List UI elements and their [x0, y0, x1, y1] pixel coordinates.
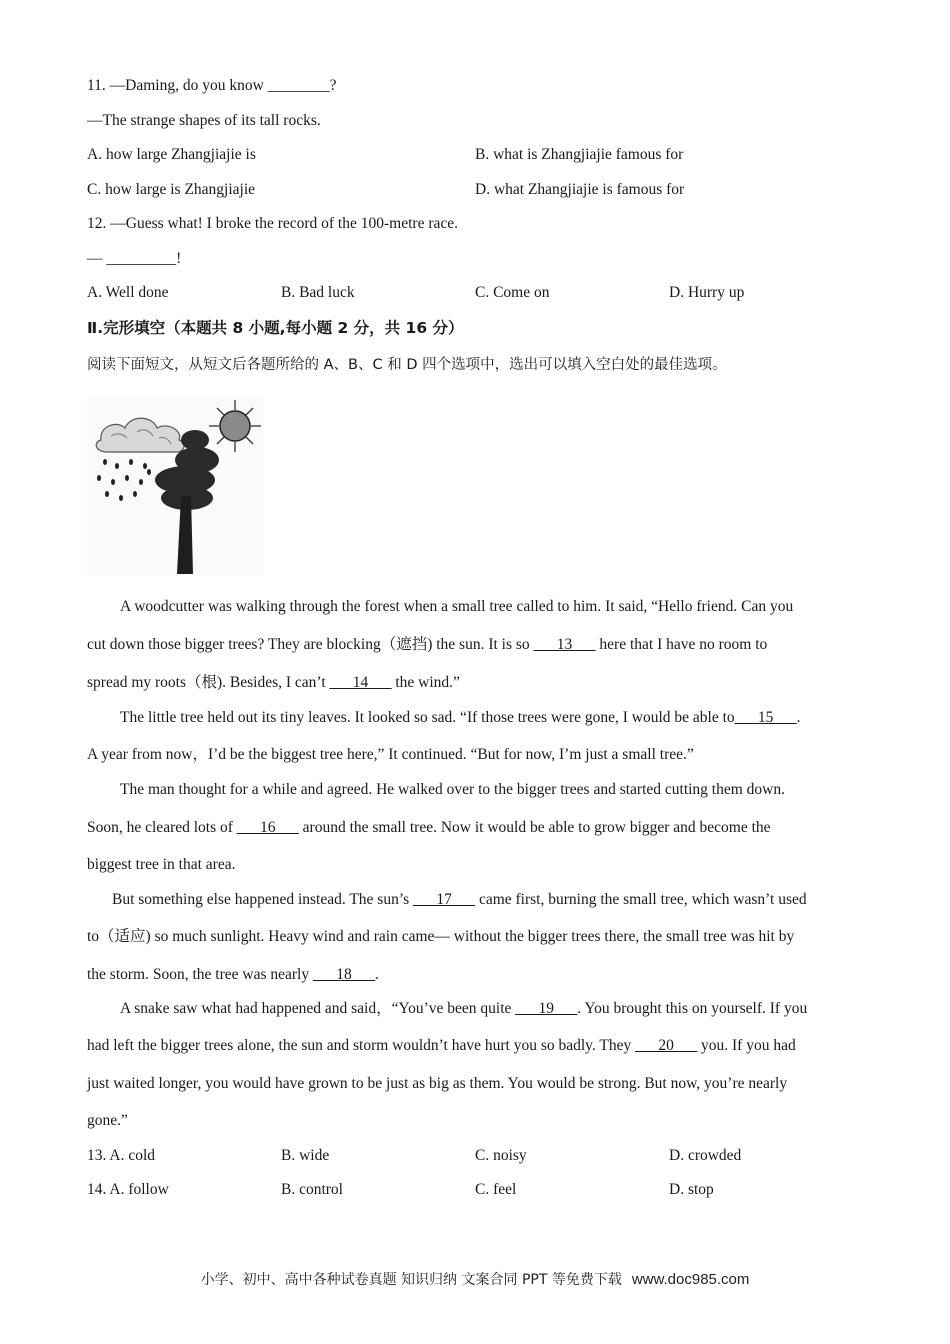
- passage-line-13: [87, 1036, 796, 1056]
- passage-line-11: [87, 965, 379, 985]
- passage-line-3: [87, 673, 460, 693]
- q14-option-a: 14. A. follow: [87, 1181, 169, 1198]
- blank-20: ___20___: [635, 1037, 698, 1054]
- q14-option-d: D. stop: [669, 1181, 714, 1198]
- passage-line-1: A woodcutter was walking through the forest when a small tree called to him. It said, “Hello friend. Can you: [120, 598, 794, 615]
- q11-option-a: A. how large Zhangjiajie is: [87, 146, 256, 163]
- q13-option-d: D. crowded: [669, 1147, 742, 1164]
- passage-line-8: biggest tree in that area.: [87, 856, 236, 873]
- passage-text: spread my roots（根). Besides, I can’t: [87, 674, 330, 691]
- q12-option-d: D. Hurry up: [669, 284, 745, 301]
- blank-13: ___13___: [533, 636, 596, 653]
- passage-text: .: [796, 709, 801, 726]
- section-heading: Ⅱ.完形填空（本题共 8 小题,每小题 2 分，共 16 分）: [87, 319, 464, 337]
- passage-text: here that I have no room to: [595, 636, 768, 653]
- q14-option-b: B. control: [281, 1181, 343, 1198]
- passage-text: . You brought this on yourself. If you: [577, 1000, 808, 1017]
- page-footer: [0, 1269, 950, 1289]
- q12-option-a: A. Well done: [87, 284, 169, 301]
- passage-line-7: [87, 818, 771, 838]
- q14-option-c: C. feel: [475, 1181, 517, 1198]
- passage-text: cut down those bigger trees? They are blocking（遮挡) the sun. It is so: [87, 636, 534, 653]
- passage-text: you. If you had: [697, 1037, 796, 1054]
- q11-option-c: C. how large is Zhangjiajie: [87, 181, 256, 198]
- q11-answer: —The strange shapes of its tall rocks.: [87, 112, 321, 129]
- blank-16: ___16___: [236, 819, 299, 836]
- tree-sun-rain-illustration: [87, 396, 264, 576]
- footer-url[interactable]: www.doc985.com: [631, 1271, 750, 1288]
- passage-line-12: [120, 999, 807, 1019]
- passage-line-9: [112, 890, 807, 910]
- footer-text: 小学、初中、高中各种试卷真题 知识归纳 文案合同 PPT 等免费下载: [200, 1272, 622, 1288]
- blank-17: ___17___: [413, 891, 476, 908]
- q12-prompt: 12. —Guess what! I broke the record of the 100-metre race.: [87, 215, 458, 232]
- q13-option-c: C. noisy: [475, 1147, 527, 1164]
- q13-option-a: 13. A. cold: [87, 1147, 156, 1164]
- passage-line-15: gone.”: [87, 1112, 128, 1129]
- blank-19: ___19___: [515, 1000, 578, 1017]
- q12-option-c: C. Come on: [475, 284, 550, 301]
- q11-option-d: D. what Zhangjiajie is famous for: [475, 181, 685, 198]
- passage-line-2: [87, 635, 767, 655]
- passage-text: .: [374, 966, 379, 983]
- passage-text: A snake saw what had happened and said，“You’ve been quite: [120, 1000, 516, 1017]
- passage-line-14: just waited longer, you would have grown to be just as big as them. You would be strong. But now, you’re nearly: [87, 1075, 788, 1092]
- q12-option-b: B. Bad luck: [281, 284, 355, 301]
- passage-text: around the small tree. Now it would be able to grow bigger and become the: [298, 819, 771, 836]
- passage-text: had left the bigger trees alone, the sun and storm wouldn’t have hurt you so badly. They: [87, 1037, 636, 1054]
- blank-18: ___18___: [312, 966, 375, 983]
- passage-line-5: A year from now，I’d be the biggest tree here,” It continued. “But for now, I’m just a small tree.”: [87, 746, 694, 763]
- blank-15: ___15___: [734, 709, 797, 726]
- passage-text: But something else happened instead. The sun’s: [112, 891, 414, 908]
- passage-line-10: to（适应) so much sunlight. Heavy wind and rain came— without the bigger trees there, the small tree was hit by: [87, 928, 795, 945]
- passage-line-4: [120, 708, 801, 728]
- q13-option-b: B. wide: [281, 1147, 330, 1164]
- passage-text: the wind.”: [391, 674, 460, 691]
- passage-text: The little tree held out its tiny leaves. It looked so sad. “If those trees were gone, I would be able to: [120, 709, 735, 726]
- passage-line-6: The man thought for a while and agreed. He walked over to the bigger trees and started cutting them down.: [120, 781, 785, 798]
- passage-text: Soon, he cleared lots of: [87, 819, 237, 836]
- passage-text: the storm. Soon, the tree was nearly: [87, 966, 313, 983]
- section-instruction: 阅读下面短文，从短文后各题所给的 A、B、C 和 D 四个选项中，选出可以填入空白处的最佳选项。: [87, 357, 727, 373]
- q12-answer: — _________!: [87, 250, 182, 267]
- q11-option-b: B. what is Zhangjiajie famous for: [475, 146, 684, 163]
- q11-prompt: 11. —Daming, do you know ________?: [87, 77, 337, 94]
- blank-14: ___14___: [329, 674, 392, 691]
- passage-text: came first, burning the small tree, which wasn’t used: [475, 891, 807, 908]
